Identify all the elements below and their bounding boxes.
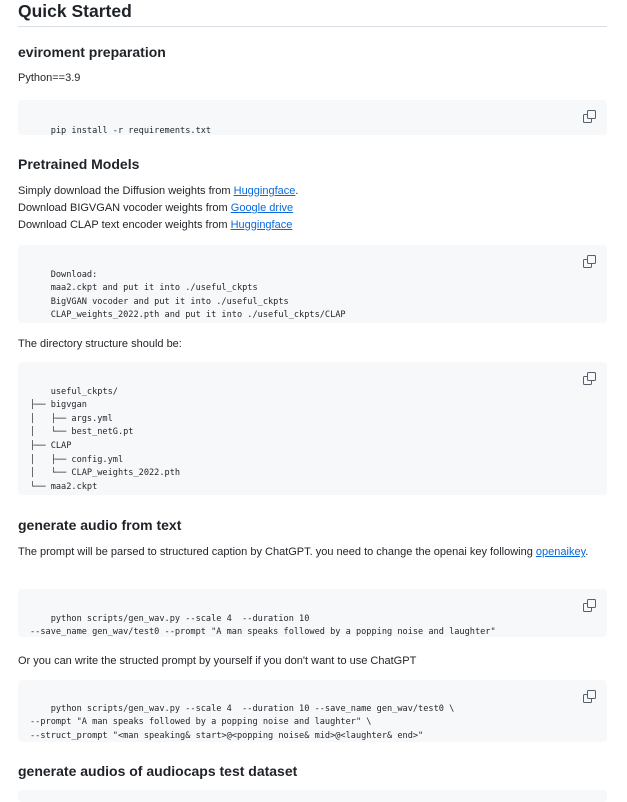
env-heading: eviroment preparation [18,44,166,60]
models-line-3 [18,217,607,233]
models-line-1-end: . [295,185,299,197]
code-download: Download: maa2.ckpt and put it into ./useful_ckpts BigVGAN vocoder and put it into ./useful_ckpts CLAP_weights_2022.pth and put it into ./useful_ckpts/CLAP [50,269,346,321]
huggingface-clap-link[interactable]: Huggingface [230,219,293,231]
code-block-gen-2 [18,680,607,742]
code-block-install [18,100,607,135]
code-block-gen-1 [18,589,607,637]
page-title: Quick Started [18,0,607,27]
gen-heading: generate audio from text [18,517,182,533]
test-heading: generate audios of audiocaps test dataset [18,763,298,779]
gen-text-end: . [585,546,589,558]
models-line-3-text: Download CLAP text encoder weights from [18,219,231,231]
code-install: pip install -r requirements.txt [50,125,212,136]
copy-icon[interactable] [583,110,595,122]
code-gen-2: python scripts/gen_wav.py --scale 4 --duration 10 --save_name gen_wav/test0 \ --prompt "A man speaks followed by a popping noise and laughter" \ --struct_prompt "<man speaking& start>@<popping noise& mid>@<laughter& end>" [30,703,455,741]
huggingface-diffusion-link[interactable]: Huggingface [233,185,296,197]
gen-text [18,544,607,560]
python-version: Python==3.9 [18,72,81,84]
code-directory: useful_ckpts/ ├── bigvgan │ ├── args.yml │ └── best_netG.pt ├── CLAP │ ├── config.yml │ └── CLAP_weights_2022.pth └── maa2.ckpt [30,386,181,492]
models-heading: Pretrained Models [18,156,140,172]
models-line-1 [18,183,607,199]
google-drive-link[interactable]: Google drive [230,202,294,214]
models-line-2-text: Download BIGVGAN vocoder weights from [18,202,231,214]
code-block-directory [18,362,607,495]
gen-text-body: The prompt will be parsed to structured caption by ChatGPT. you need to change the openai key following [18,546,536,558]
gen-text-2: Or you can write the structed prompt by yourself if you don't want to use ChatGPT [18,655,417,667]
models-line-1-text: Simply download the Diffusion weights from [18,185,234,197]
dir-text: The directory structure should be: [18,338,182,350]
code-gen-1: python scripts/gen_wav.py --scale 4 --duration 10 --save_name gen_wav/test0 --prompt "A man speaks followed by a popping noise and laughter" [30,613,496,638]
copy-icon[interactable] [583,599,595,611]
openaikey-link[interactable]: openaikey [535,546,586,558]
copy-icon[interactable] [583,255,595,267]
code-block-test [18,790,607,802]
copy-icon[interactable] [583,372,595,384]
models-line-2 [18,200,607,216]
code-block-download [18,245,607,323]
copy-icon[interactable] [583,690,595,702]
